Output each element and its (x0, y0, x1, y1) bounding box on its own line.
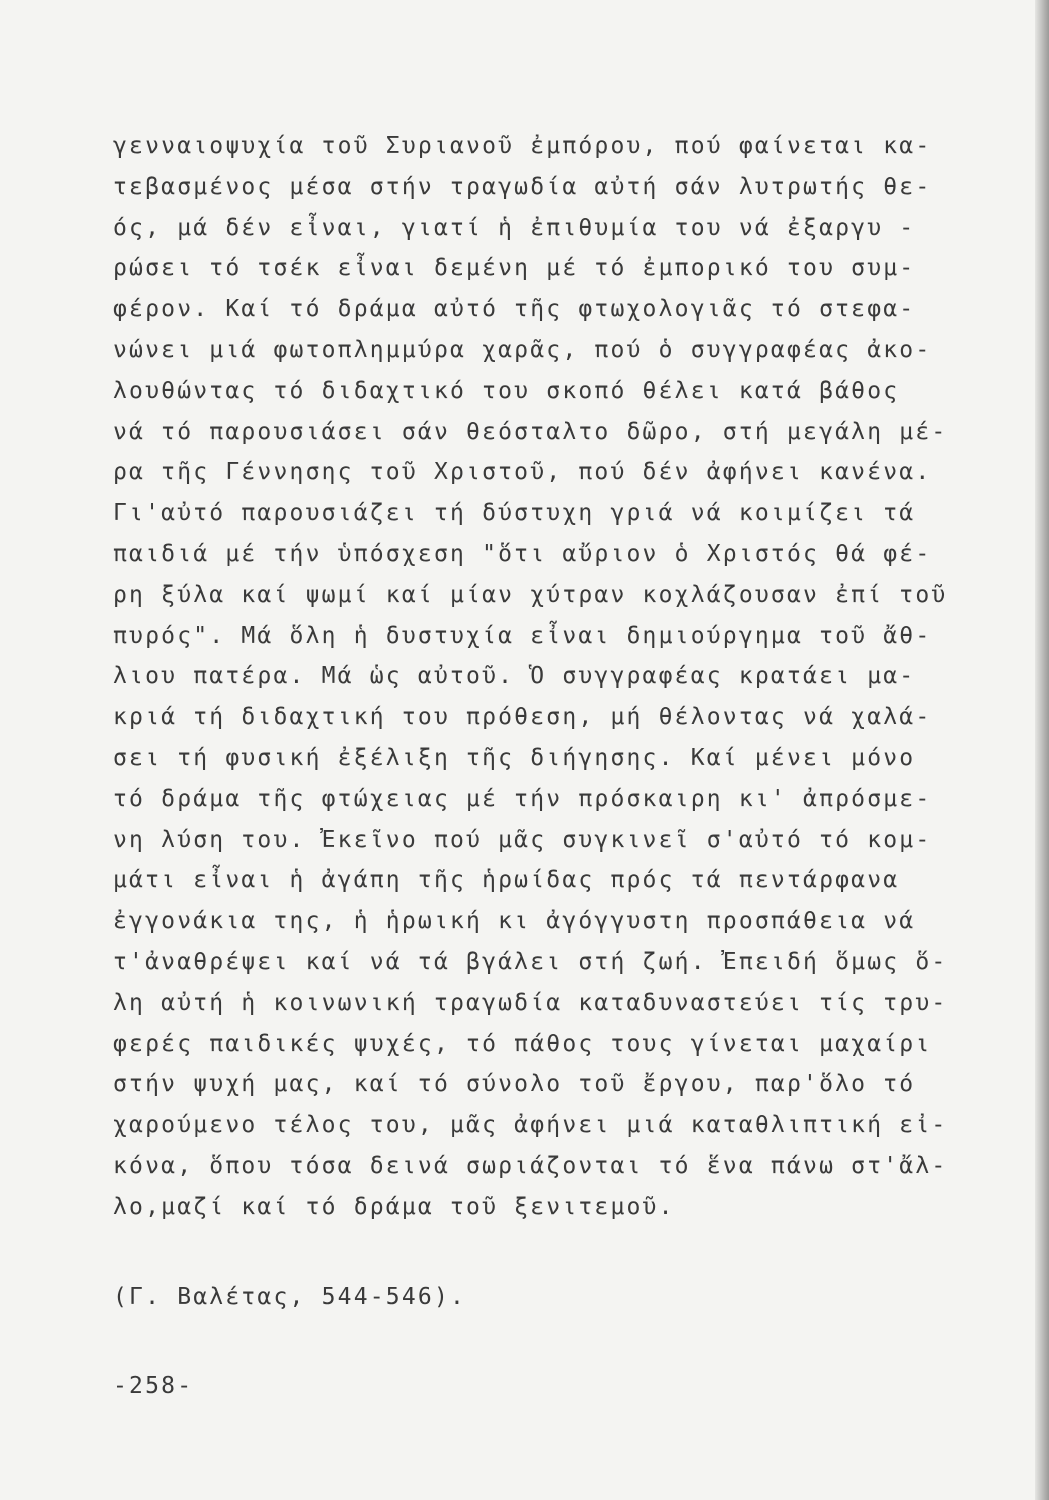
text-line: ός, μά δέν εἶναι, γιατί ἡ ἐπιθυμία του νά ἐξαργυ - (113, 214, 916, 241)
text-line: μάτι εἶναι ἡ ἀγάπη τῆς ἡρωίδας πρός τά πεντάρφανα (113, 867, 900, 894)
text-line: λη αὐτή ἡ κοινωνική τραγωδία καταδυναστεύει τίς τρυ- (113, 989, 948, 1016)
text-line: ρα τῆς Γέννησης τοῦ Χριστοῦ, πού δέν ἀφήνει κανένα. (113, 459, 932, 486)
text-line: τό δράμα τῆς φτώχειας μέ τήν πρόσκαιρη κι' ἀπρόσμε- (113, 785, 932, 812)
text-line: φέρον. Καί τό δράμα αὐτό τῆς φτωχολογιᾶς τό στεφα- (113, 296, 916, 323)
text-line: φερές παιδικές ψυχές, τό πάθος τους γίνεται μαχαίρι (113, 1030, 932, 1057)
text-line: λο,μαζί καί τό δράμα τοῦ ξενιτεμοῦ. (113, 1193, 675, 1220)
text-line: πυρός". Μά ὅλη ἡ δυστυχία εἶναι δημιούργημα τοῦ ἄθ- (113, 622, 932, 649)
citation: (Γ. Βαλέτας, 544-546). (113, 1284, 467, 1310)
text-line: ἐγγονάκια της, ἡ ἡρωική κι ἀγόγγυστη προσπάθεια νά (113, 908, 916, 935)
page-edge-shadow (1035, 0, 1049, 1500)
text-line: χαρούμενο τέλος του, μᾶς ἀφήνει μιά καταθλιπτική εἰ- (113, 1112, 948, 1139)
text-line: ρώσει τό τσέκ εἶναι δεμένη μέ τό ἐμπορικό του συμ- (113, 255, 916, 282)
text-line: κριά τή διδαχτική του πρόθεση, μή θέλοντας νά χαλά- (113, 704, 932, 731)
text-line: νη λύση του. Ἐκεῖνο πού μᾶς συγκινεῖ σ'αὐτό τό κομ- (113, 826, 932, 853)
text-line: τεβασμένος μέσα στήν τραγωδία αὐτή σάν λυτρωτής θε- (113, 173, 932, 200)
text-line: ρη ξύλα καί ψωμί καί μίαν χύτραν κοχλάζουσαν ἐπί τοῦ (113, 581, 948, 608)
text-line: νά τό παρουσιάσει σάν θεόσταλτο δῶρο, στή μεγάλη μέ- (113, 418, 948, 445)
text-line: γενναιοψυχία τοῦ Συριανοῦ ἐμπόρου, πού φαίνεται κα- (113, 133, 932, 159)
text-line: παιδιά μέ τήν ὑπόσχεση "ὅτι αὔριον ὁ Χριστός θά φέ- (113, 540, 932, 567)
text-line: νώνει μιά φωτοπλημμύρα χαρᾶς, πού ὁ συγγραφέας ἀκο- (113, 336, 932, 363)
text-line: λουθώντας τό διδαχτικό του σκοπό θέλει κατά βάθος (113, 377, 900, 404)
text-line: σει τή φυσική ἐξέλιξη τῆς διήγησης. Καί μένει μόνο (113, 744, 916, 771)
page-number: -258- (113, 1373, 194, 1399)
text-line: τ'ἀναθρέψει καί νά τά βγάλει στή ζωή. Ἐπειδή ὅμως ὅ- (113, 948, 948, 975)
text-line: λιου πατέρα. Μά ὡς αὐτοῦ. Ὁ συγγραφέας κρατάει μα- (113, 663, 916, 690)
text-line: κόνα, ὅπου τόσα δεινά σωριάζονται τό ἕνα πάνω στ'ἄλ- (113, 1152, 948, 1179)
text-line: Γι'αὐτό παρουσιάζει τή δύστυχη γριά νά κοιμίζει τά (113, 500, 916, 527)
body-text (113, 126, 1013, 1228)
text-line: στήν ψυχή μας, καί τό σύνολο τοῦ ἔργου, παρ'ὅλο τό (113, 1071, 916, 1098)
